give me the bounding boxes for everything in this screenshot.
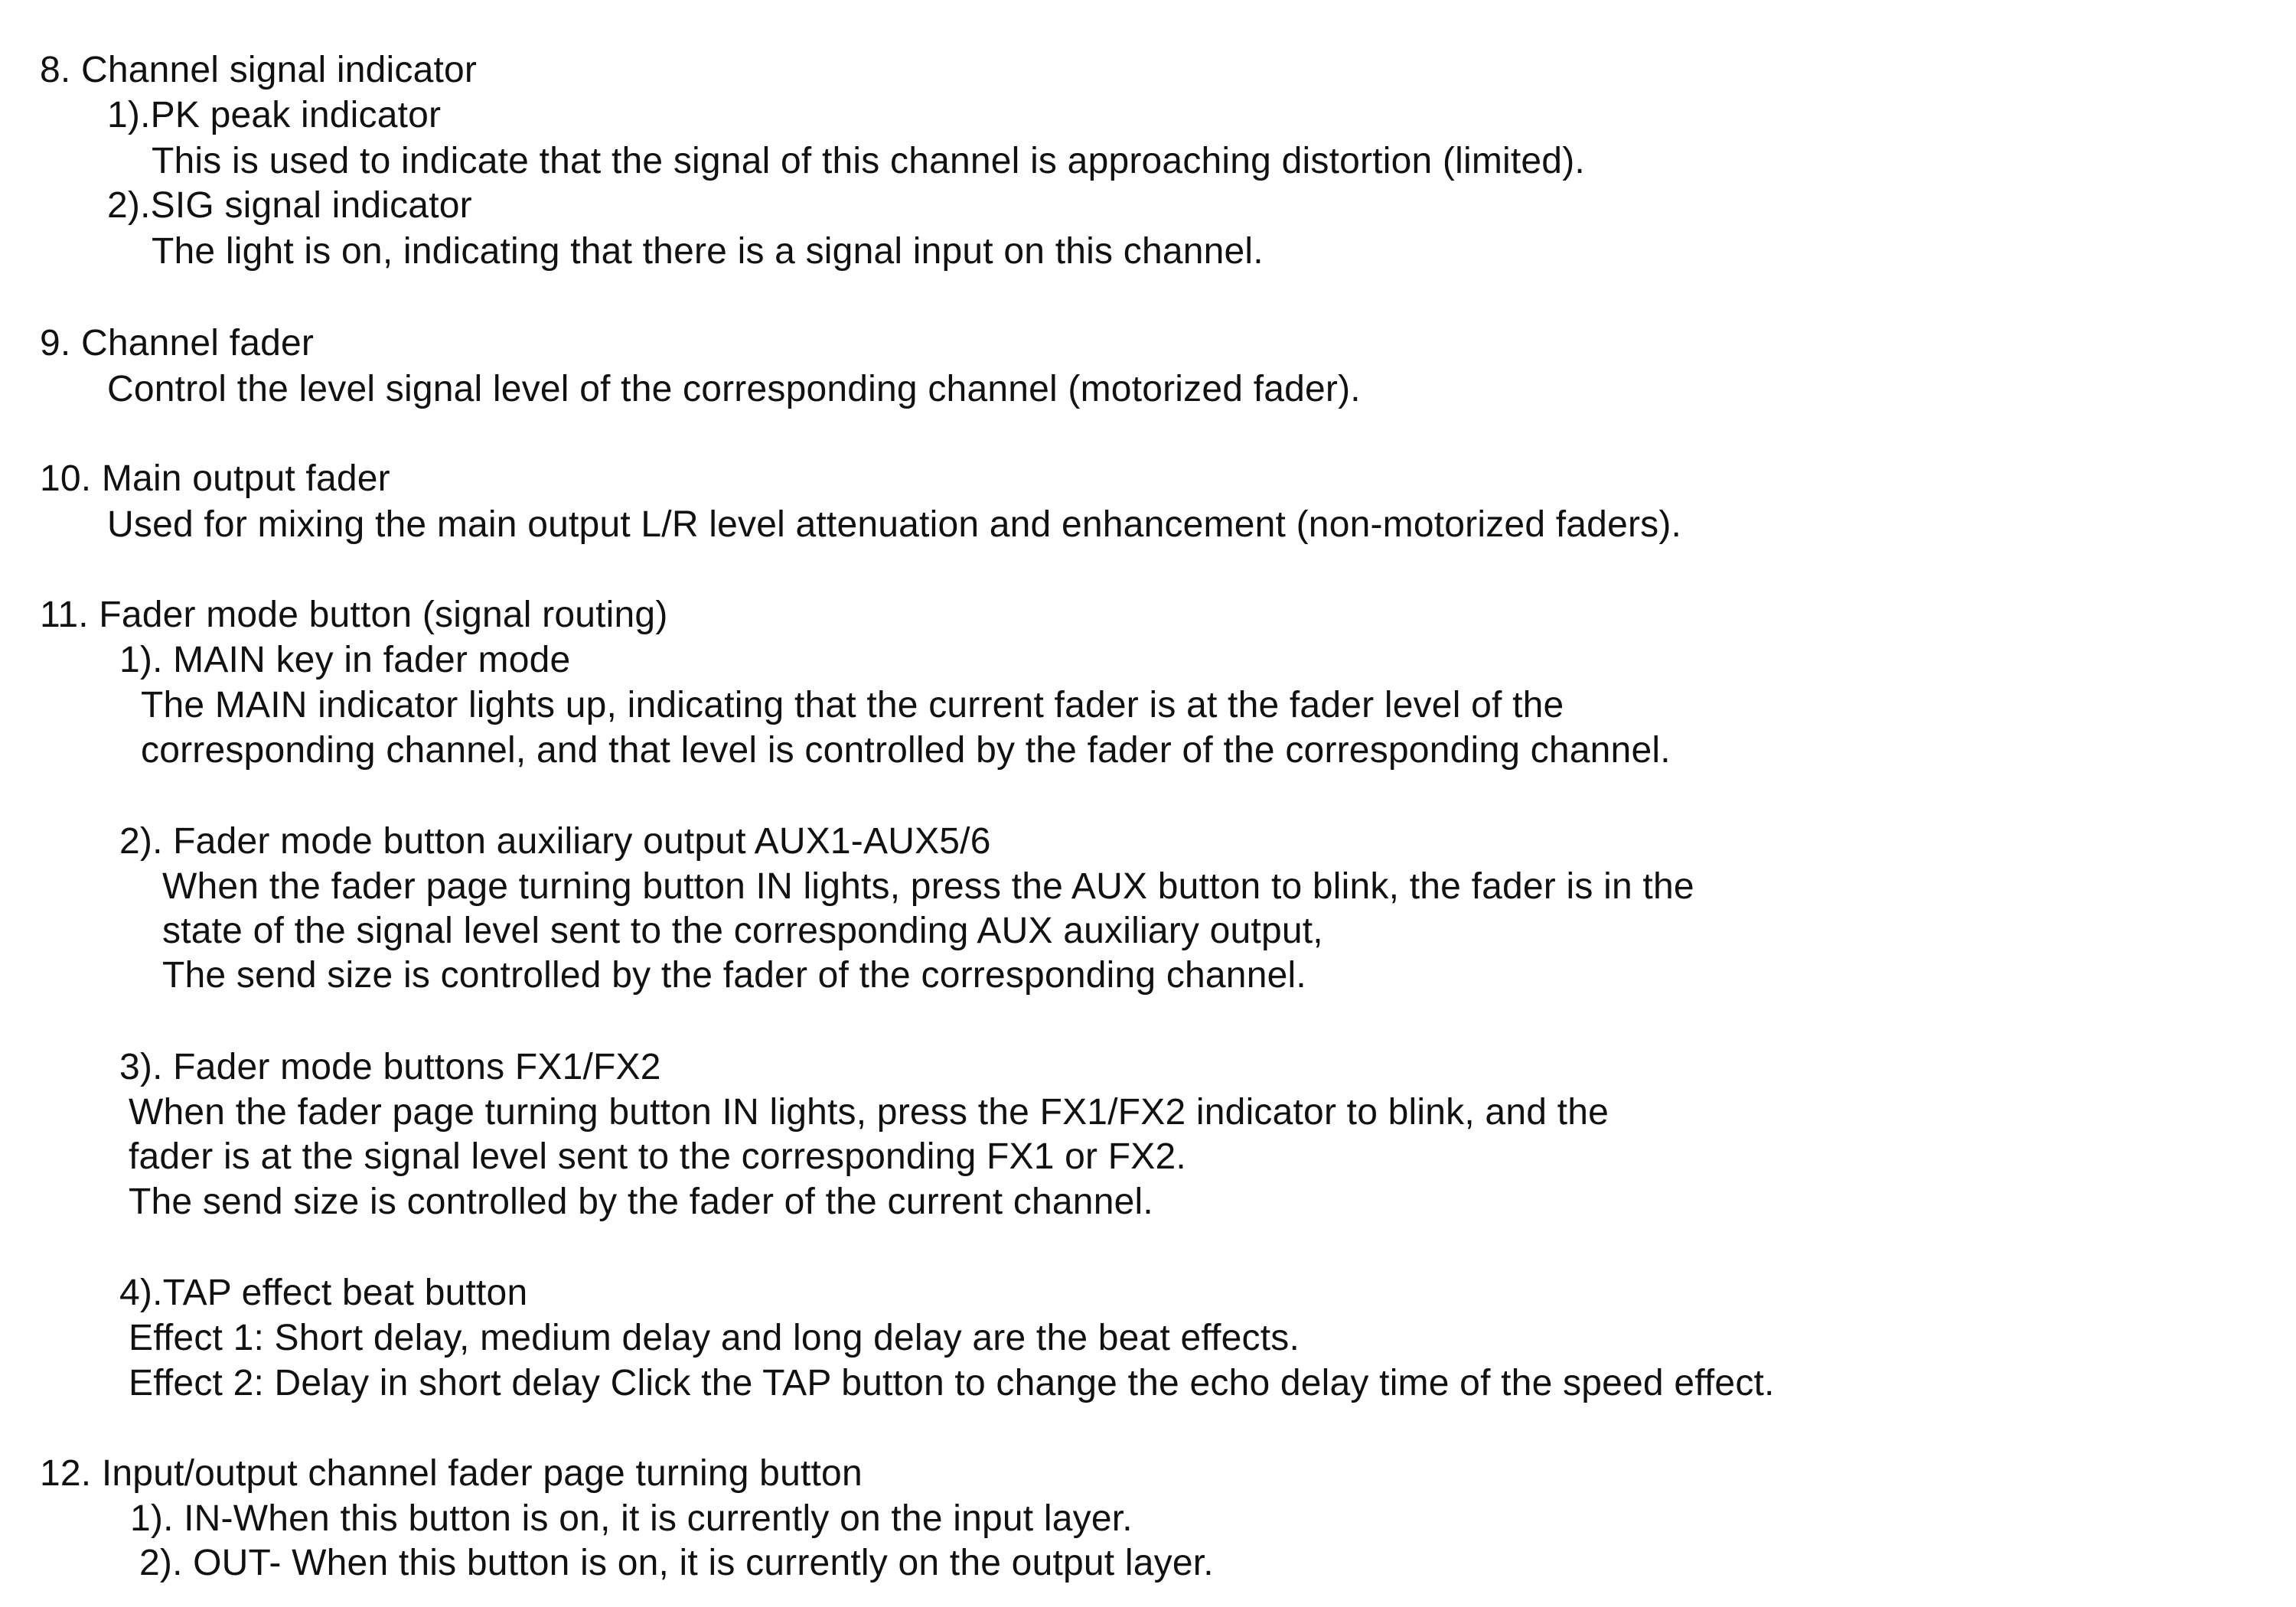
section-heading: 10. Main output fader xyxy=(40,458,390,499)
section-heading: 8. Channel signal indicator xyxy=(40,50,478,90)
item-text: This is used to indicate that the signal of this channel is approaching distortion (limited). xyxy=(152,141,1585,181)
section-heading: 12. Input/output channel fader page turning button xyxy=(40,1453,863,1494)
item-text: corresponding channel, and that level is controlled by the fader of the corresponding channel. xyxy=(141,730,1671,771)
item-text: Effect 1: Short delay, medium delay and long delay are the beat effects. xyxy=(129,1318,1300,1358)
section-heading: 9. Channel fader xyxy=(40,323,315,363)
item-text: The send size is controlled by the fader of the current channel. xyxy=(129,1182,1153,1222)
item-text: When the fader page turning button IN lights, press the AUX button to blink, the fader is in the xyxy=(162,866,1694,907)
item-title: 1).PK peak indicator xyxy=(107,95,442,135)
item-text: When the fader page turning button IN lights, press the FX1/FX2 indicator to blink, and the xyxy=(129,1092,1609,1133)
item-text: Effect 2: Delay in short delay Click the TAP button to change the echo delay time of the speed effect. xyxy=(129,1363,1775,1403)
item-title: 2).SIG signal indicator xyxy=(107,185,472,226)
item-text: The send size is controlled by the fader of the corresponding channel. xyxy=(162,955,1306,996)
item-title: 2). OUT- When this button is on, it is currently on the output layer. xyxy=(139,1543,1214,1583)
section-text: Control the level signal level of the corresponding channel (motorized fader). xyxy=(107,369,1361,409)
item-text: The light is on, indicating that there is a signal input on this channel. xyxy=(152,231,1264,272)
section-text: Used for mixing the main output L/R level attenuation and enhancement (non-motorized faders). xyxy=(107,504,1682,545)
item-title: 4).TAP effect beat button xyxy=(119,1273,528,1313)
item-title: 3). Fader mode buttons FX1/FX2 xyxy=(119,1047,661,1087)
item-text: The MAIN indicator lights up, indicating that the current fader is at the fader level of the xyxy=(141,685,1564,725)
item-text: fader is at the signal level sent to the corresponding FX1 or FX2. xyxy=(129,1136,1186,1177)
item-title: 1). MAIN key in fader mode xyxy=(119,640,571,680)
item-title: 1). IN-When this button is on, it is currently on the input layer. xyxy=(130,1498,1133,1539)
section-heading: 11. Fader mode button (signal routing) xyxy=(40,595,668,635)
item-text: state of the signal level sent to the corresponding AUX auxiliary output, xyxy=(162,911,1323,951)
item-title: 2). Fader mode button auxiliary output AUX1-AUX5/6 xyxy=(119,821,991,862)
